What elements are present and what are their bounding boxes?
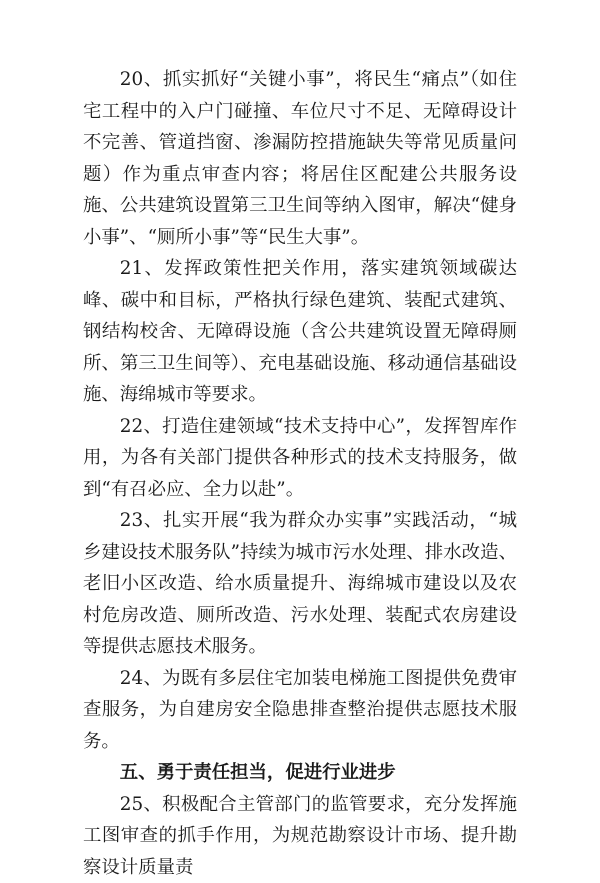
paragraph-23: 23、扎实开展“我为群众办实事”实践活动，“城乡建设技术服务队”持续为城市污水处理、排水改造、老旧小区改造、给水质量提升、海绵城市建设以及农村危房改造、厕所改造、污水处理、装配式农房建设等提供志愿技术服务。 [83,505,517,663]
paragraph-21: 21、发挥政策性把关作用，落实建筑领域碳达峰、碳中和目标，严格执行绿色建筑、装配式建筑、钢结构校舍、无障碍设施（含公共建筑设置无障碍厕所、第三卫生间等）、充电基础设施、移动通信基础设施、海绵城市等要求。 [83,253,517,411]
paragraph-24: 24、为既有多层住宅加装电梯施工图提供免费审查服务，为自建房安全隐患排查整治提供志愿技术服务。 [83,663,517,758]
document-body [83,64,517,883]
paragraph-20: 20、抓实抓好“关键小事”，将民生“痛点”（如住宅工程中的入户门碰撞、车位尺寸不足、无障碍设计不完善、管道挡窗、渗漏防控措施缺失等常见质量问题）作为重点审查内容；将居住区配建公共服务设施、公共建筑设置第三卫生间等纳入图审，解决“健身小事”、“厕所小事”等“民生大事”。 [83,64,517,253]
section-heading: 五、勇于责任担当，促进行业进步 [83,757,517,789]
paragraph-25: 25、积极配合主管部门的监管要求，充分发挥施工图审查的抓手作用，为规范勘察设计市场、提升勘察设计质量责 [83,789,517,883]
paragraph-22: 22、打造住建领域“技术支持中心”，发挥智库作用，为各有关部门提供各种形式的技术支持服务，做到“有召必应、全力以赴”。 [83,411,517,506]
